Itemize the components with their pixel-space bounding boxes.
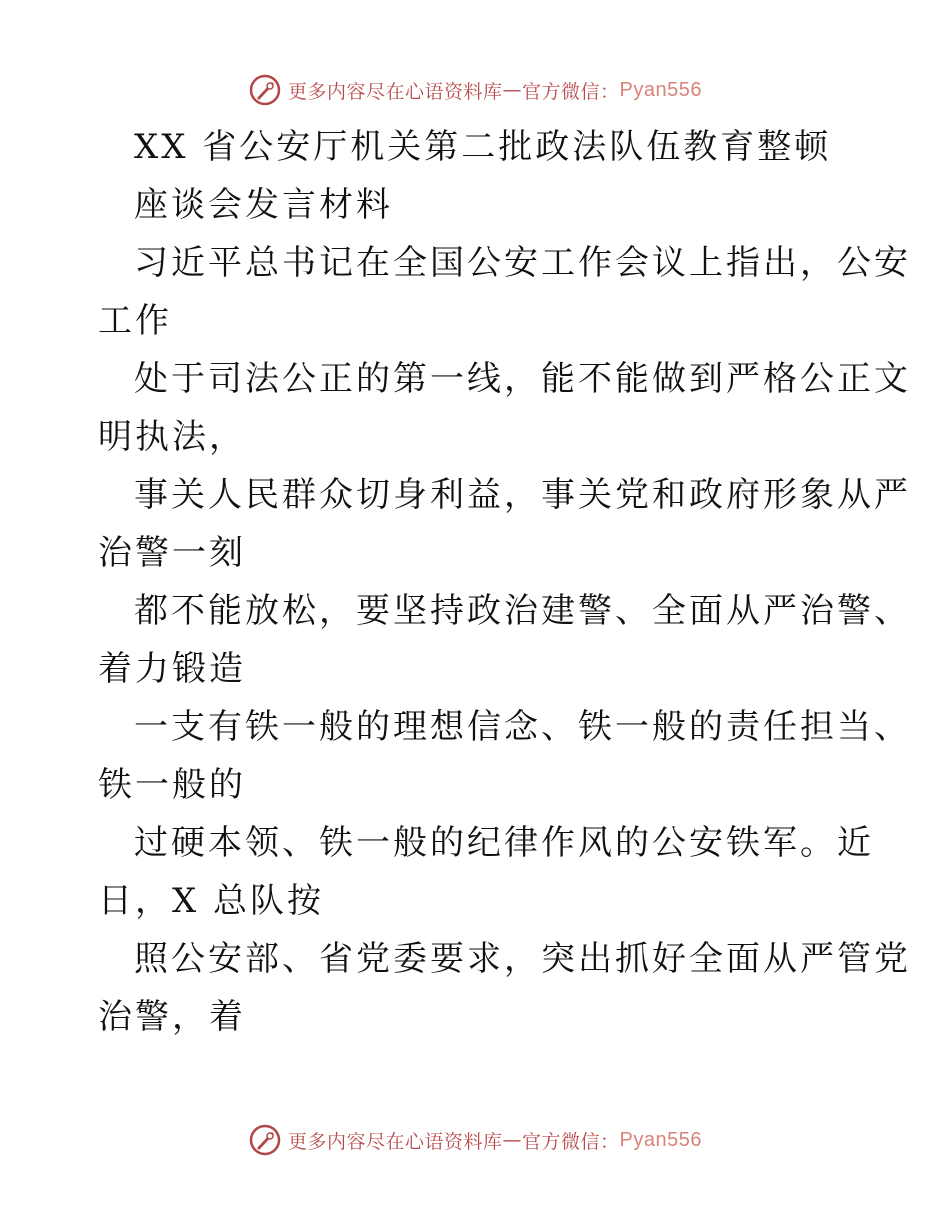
body-line: 铁一般的 <box>98 765 246 805</box>
header-watermark <box>0 70 950 110</box>
body-line: 都不能放松，要坚持政治建警、全面从严治警、 <box>134 591 911 631</box>
watermark-dash: — <box>502 79 523 101</box>
watermark-account: Pyan556 <box>619 1128 702 1151</box>
document-title-line-2: 座谈会发言材料 <box>134 185 393 225</box>
watermark-site-text: 更多内容尽在心语资料库 <box>288 80 503 103</box>
quill-pen-logo-icon <box>248 1123 282 1157</box>
watermark-dash: — <box>502 1129 523 1151</box>
watermark-site-text: 更多内容尽在心语资料库 <box>288 1130 503 1153</box>
body-line: 照公安部、省党委要求，突出抓好全面从严管党 <box>134 939 911 979</box>
body-line: 习近平总书记在全国公安工作会议上指出，公安 <box>134 243 911 283</box>
watermark-wechat-label: 官方微信： <box>522 1130 620 1153</box>
body-line: 处于司法公正的第一线，能不能做到严格公正文 <box>134 359 911 399</box>
body-line: 工作 <box>98 301 172 341</box>
body-line: 日，X 总队按 <box>98 881 325 921</box>
body-line: 治警一刻 <box>98 533 246 573</box>
body-line: 过硬本领、铁一般的纪律作风的公安铁军。近 <box>134 823 874 863</box>
watermark-account: Pyan556 <box>619 78 702 101</box>
body-line: 治警，着 <box>98 997 246 1037</box>
quill-pen-logo-icon <box>248 73 282 107</box>
body-line: 着力锻造 <box>98 649 246 689</box>
body-line: 明执法， <box>98 417 246 457</box>
footer-watermark <box>0 1120 950 1160</box>
document-title-line-1: XX 省公安厅机关第二批政法队伍教育整顿 <box>134 127 832 167</box>
body-line: 事关人民群众切身利益，事关党和政府形象从严 <box>134 475 911 515</box>
watermark-wechat-label: 官方微信： <box>522 80 620 103</box>
body-line: 一支有铁一般的理想信念、铁一般的责任担当、 <box>134 707 911 747</box>
